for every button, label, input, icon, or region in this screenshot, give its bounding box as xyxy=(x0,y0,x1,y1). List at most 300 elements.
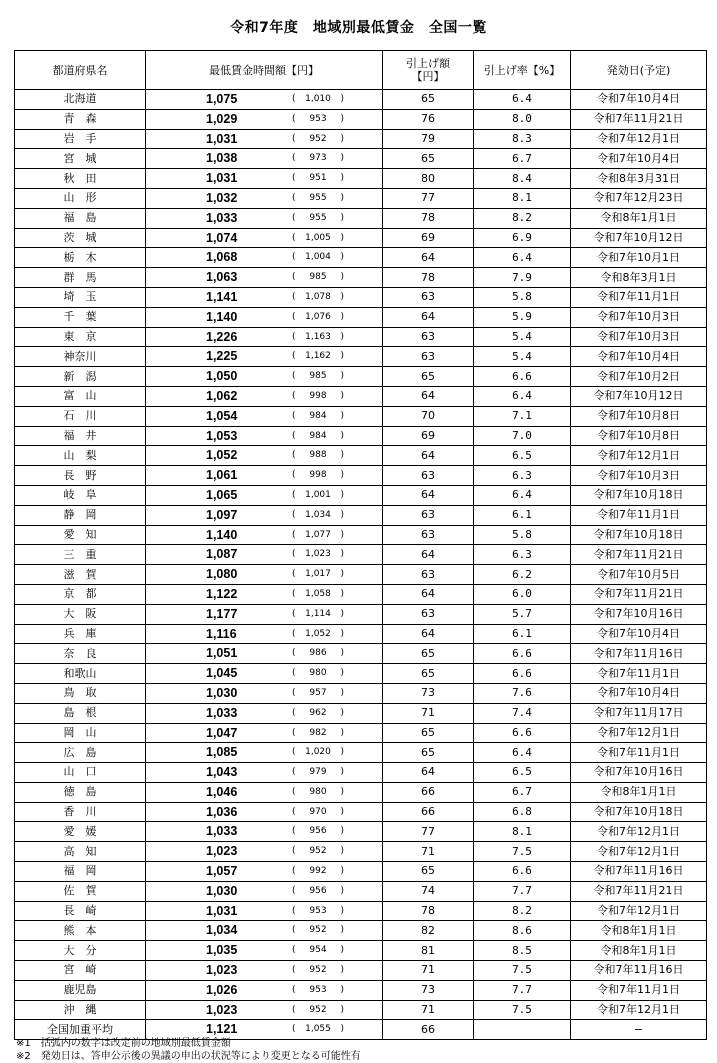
previous-wage: ( 1,078 ) xyxy=(292,288,344,306)
minimum-wage-table xyxy=(14,50,707,1040)
prefecture-cell: 山 梨 xyxy=(15,446,146,466)
increase-cell: 63 xyxy=(383,525,474,545)
table-row xyxy=(15,723,707,743)
increase-cell: 82 xyxy=(383,921,474,941)
page-title: 令和7年度 地域別最低賃金 全国一覧 xyxy=(230,20,487,36)
prefecture-cell: 静 岡 xyxy=(15,505,146,525)
rate-cell: 8.1 xyxy=(474,822,571,842)
effective-date-cell: 令和7年10月16日 xyxy=(571,763,707,783)
prefecture-cell: 神奈川 xyxy=(15,347,146,367)
wage-cell xyxy=(146,129,383,149)
wage-cell xyxy=(146,327,383,347)
rate-cell: 6.6 xyxy=(474,664,571,684)
prefecture-cell: 滋 賀 xyxy=(15,565,146,585)
increase-cell: 78 xyxy=(383,901,474,921)
prefecture-cell: 三 重 xyxy=(15,545,146,565)
effective-date-cell: 令和7年10月3日 xyxy=(571,466,707,486)
table-row xyxy=(15,327,707,347)
prefecture-cell: 岡 山 xyxy=(15,723,146,743)
increase-cell: 76 xyxy=(383,109,474,129)
table-row xyxy=(15,386,707,406)
increase-cell: 71 xyxy=(383,703,474,723)
effective-date-cell: 令和7年12月1日 xyxy=(571,822,707,842)
prefecture-cell: 佐 賀 xyxy=(15,881,146,901)
wage-cell xyxy=(146,763,383,783)
wage-cell xyxy=(146,881,383,901)
current-wage: 1,031 xyxy=(206,131,238,146)
effective-date-cell: 令和7年11月21日 xyxy=(571,109,707,129)
prefecture-cell: 宮 崎 xyxy=(15,961,146,981)
table-row xyxy=(15,862,707,882)
effective-date-cell: 令和7年11月16日 xyxy=(571,862,707,882)
wage-cell xyxy=(146,961,383,981)
previous-wage: ( 1,163 ) xyxy=(292,328,344,346)
table-row xyxy=(15,367,707,387)
effective-date-cell: 令和7年10月4日 xyxy=(571,624,707,644)
effective-date-cell: − xyxy=(571,1020,707,1040)
current-wage: 1,023 xyxy=(206,844,238,859)
table-row xyxy=(15,129,707,149)
previous-wage: ( 998 ) xyxy=(292,387,344,405)
current-wage: 1,085 xyxy=(206,745,238,760)
current-wage: 1,063 xyxy=(206,270,238,285)
increase-cell: 64 xyxy=(383,584,474,604)
header-rate: 引上げ率【%】 xyxy=(474,51,571,90)
previous-wage: ( 1,058 ) xyxy=(292,585,344,603)
table-row xyxy=(15,881,707,901)
effective-date-cell: 令和7年12月23日 xyxy=(571,188,707,208)
increase-cell: 78 xyxy=(383,268,474,288)
rate-cell: 7.6 xyxy=(474,683,571,703)
previous-wage: ( 988 ) xyxy=(292,446,344,464)
increase-cell: 70 xyxy=(383,406,474,426)
increase-cell: 65 xyxy=(383,644,474,664)
wage-cell xyxy=(146,782,383,802)
current-wage: 1,116 xyxy=(206,626,237,641)
increase-cell: 65 xyxy=(383,743,474,763)
previous-wage: ( 998 ) xyxy=(292,466,344,484)
table-row xyxy=(15,228,707,248)
effective-date-cell: 令和7年12月1日 xyxy=(571,1000,707,1020)
increase-cell: 78 xyxy=(383,208,474,228)
wage-cell xyxy=(146,248,383,268)
increase-cell: 63 xyxy=(383,565,474,585)
header-min-wage: 最低賃金時間額【円】 xyxy=(146,51,383,90)
current-wage: 1,121 xyxy=(206,1022,238,1037)
current-wage: 1,062 xyxy=(206,388,238,403)
table-header-row xyxy=(15,51,707,90)
increase-cell: 74 xyxy=(383,881,474,901)
effective-date-cell: 令和7年10月8日 xyxy=(571,406,707,426)
wage-cell xyxy=(146,624,383,644)
table-row xyxy=(15,446,707,466)
current-wage: 1,074 xyxy=(206,230,238,245)
wage-cell xyxy=(146,268,383,288)
prefecture-cell: 奈 良 xyxy=(15,644,146,664)
table-row xyxy=(15,268,707,288)
table-row xyxy=(15,683,707,703)
previous-wage: ( 982 ) xyxy=(292,724,344,742)
effective-date-cell: 令和8年1月1日 xyxy=(571,941,707,961)
rate-cell: 6.4 xyxy=(474,386,571,406)
previous-wage: ( 985 ) xyxy=(292,268,344,286)
previous-wage: ( 1,001 ) xyxy=(292,486,344,504)
prefecture-cell: 茨 城 xyxy=(15,228,146,248)
effective-date-cell: 令和7年10月12日 xyxy=(571,386,707,406)
header-effective-date: 発効日(予定) xyxy=(571,51,707,90)
effective-date-cell: 令和8年1月1日 xyxy=(571,208,707,228)
current-wage: 1,087 xyxy=(206,547,238,562)
wage-cell xyxy=(146,287,383,307)
table-row xyxy=(15,842,707,862)
current-wage: 1,038 xyxy=(206,151,238,166)
current-wage: 1,051 xyxy=(206,646,238,661)
current-wage: 1,035 xyxy=(206,943,238,958)
table-row xyxy=(15,505,707,525)
prefecture-cell: 大 分 xyxy=(15,941,146,961)
current-wage: 1,140 xyxy=(206,527,238,542)
current-wage: 1,023 xyxy=(206,963,238,978)
effective-date-cell: 令和7年10月4日 xyxy=(571,90,707,110)
current-wage: 1,030 xyxy=(206,883,238,898)
table-row xyxy=(15,921,707,941)
previous-wage: ( 992 ) xyxy=(292,862,344,880)
increase-cell: 71 xyxy=(383,842,474,862)
wage-cell xyxy=(146,386,383,406)
effective-date-cell: 令和7年12月1日 xyxy=(571,901,707,921)
prefecture-cell: 兵 庫 xyxy=(15,624,146,644)
current-wage: 1,053 xyxy=(206,428,238,443)
table-row xyxy=(15,248,707,268)
previous-wage: ( 953 ) xyxy=(292,981,344,999)
rate-cell: 5.7 xyxy=(474,604,571,624)
effective-date-cell: 令和7年12月1日 xyxy=(571,842,707,862)
current-wage: 1,065 xyxy=(206,487,238,502)
rate-cell: 6.4 xyxy=(474,485,571,505)
previous-wage: ( 1,162 ) xyxy=(292,347,344,365)
increase-cell: 66 xyxy=(383,1020,474,1040)
effective-date-cell: 令和7年10月18日 xyxy=(571,802,707,822)
table-row xyxy=(15,347,707,367)
prefecture-cell: 愛 媛 xyxy=(15,822,146,842)
rate-cell: 5.4 xyxy=(474,347,571,367)
previous-wage: ( 1,034 ) xyxy=(292,506,344,524)
increase-cell: 65 xyxy=(383,664,474,684)
rate-cell: 6.5 xyxy=(474,763,571,783)
rate-cell: 6.6 xyxy=(474,367,571,387)
current-wage: 1,052 xyxy=(206,448,238,463)
previous-wage: ( 980 ) xyxy=(292,664,344,682)
rate-cell: 7.7 xyxy=(474,881,571,901)
effective-date-cell: 令和7年12月1日 xyxy=(571,723,707,743)
wage-cell xyxy=(146,723,383,743)
effective-date-cell: 令和7年11月16日 xyxy=(571,644,707,664)
prefecture-cell: 宮 城 xyxy=(15,149,146,169)
prefecture-cell: 徳 島 xyxy=(15,782,146,802)
table-row xyxy=(15,307,707,327)
effective-date-cell: 令和7年10月1日 xyxy=(571,248,707,268)
rate-cell: 8.5 xyxy=(474,941,571,961)
wage-cell xyxy=(146,703,383,723)
previous-wage: ( 973 ) xyxy=(292,149,344,167)
increase-cell: 64 xyxy=(383,307,474,327)
rate-cell: 6.1 xyxy=(474,624,571,644)
previous-wage: ( 953 ) xyxy=(292,902,344,920)
prefecture-cell: 千 葉 xyxy=(15,307,146,327)
prefecture-cell: 高 知 xyxy=(15,842,146,862)
current-wage: 1,026 xyxy=(206,982,238,997)
current-wage: 1,140 xyxy=(206,309,238,324)
effective-date-cell: 令和7年11月1日 xyxy=(571,980,707,1000)
increase-cell: 63 xyxy=(383,327,474,347)
previous-wage: ( 953 ) xyxy=(292,110,344,128)
prefecture-cell: 大 阪 xyxy=(15,604,146,624)
rate-cell: 6.8 xyxy=(474,802,571,822)
previous-wage: ( 954 ) xyxy=(292,941,344,959)
header-increase-line2: 【円】 xyxy=(411,70,445,83)
effective-date-cell: 令和7年11月1日 xyxy=(571,664,707,684)
previous-wage: ( 952 ) xyxy=(292,842,344,860)
prefecture-cell: 岩 手 xyxy=(15,129,146,149)
increase-cell: 66 xyxy=(383,782,474,802)
rate-cell: 7.9 xyxy=(474,268,571,288)
table-row xyxy=(15,1000,707,1020)
table-row xyxy=(15,822,707,842)
table-row xyxy=(15,149,707,169)
rate-cell: 7.5 xyxy=(474,961,571,981)
prefecture-cell: 山 形 xyxy=(15,188,146,208)
prefecture-cell: 北海道 xyxy=(15,90,146,110)
current-wage: 1,054 xyxy=(206,408,238,423)
current-wage: 1,097 xyxy=(206,507,238,522)
table-row xyxy=(15,703,707,723)
previous-wage: ( 952 ) xyxy=(292,1001,344,1019)
wage-cell xyxy=(146,347,383,367)
previous-wage: ( 1,076 ) xyxy=(292,308,344,326)
current-wage: 1,043 xyxy=(206,765,238,780)
current-wage: 1,080 xyxy=(206,567,238,582)
increase-cell: 65 xyxy=(383,367,474,387)
wage-cell xyxy=(146,367,383,387)
wage-cell xyxy=(146,426,383,446)
effective-date-cell: 令和7年11月1日 xyxy=(571,505,707,525)
increase-cell: 64 xyxy=(383,763,474,783)
current-wage: 1,031 xyxy=(206,171,238,186)
prefecture-cell: 沖 縄 xyxy=(15,1000,146,1020)
prefecture-cell: 岐 阜 xyxy=(15,485,146,505)
table-body xyxy=(15,90,707,1040)
rate-cell: 5.8 xyxy=(474,525,571,545)
effective-date-cell: 令和7年12月1日 xyxy=(571,446,707,466)
increase-cell: 64 xyxy=(383,446,474,466)
increase-cell: 64 xyxy=(383,386,474,406)
wage-cell xyxy=(146,208,383,228)
rate-cell: 8.1 xyxy=(474,188,571,208)
rate-cell: 6.4 xyxy=(474,248,571,268)
rate-cell: 6.5 xyxy=(474,446,571,466)
effective-date-cell: 令和7年10月16日 xyxy=(571,604,707,624)
table-row xyxy=(15,604,707,624)
increase-cell: 79 xyxy=(383,129,474,149)
previous-wage: ( 1,004 ) xyxy=(292,248,344,266)
current-wage: 1,033 xyxy=(206,705,238,720)
wage-cell xyxy=(146,228,383,248)
rate-cell: 5.4 xyxy=(474,327,571,347)
table-row xyxy=(15,208,707,228)
wage-cell xyxy=(146,980,383,1000)
prefecture-cell: 群 馬 xyxy=(15,268,146,288)
table-row xyxy=(15,565,707,585)
current-wage: 1,225 xyxy=(206,349,238,364)
rate-cell: 7.0 xyxy=(474,426,571,446)
increase-cell: 69 xyxy=(383,426,474,446)
increase-cell: 71 xyxy=(383,1000,474,1020)
previous-wage: ( 970 ) xyxy=(292,803,344,821)
increase-cell: 66 xyxy=(383,802,474,822)
current-wage: 1,045 xyxy=(206,666,238,681)
previous-wage: ( 1,005 ) xyxy=(292,229,344,247)
table-row xyxy=(15,584,707,604)
increase-cell: 73 xyxy=(383,683,474,703)
effective-date-cell: 令和7年11月1日 xyxy=(571,287,707,307)
wage-cell xyxy=(146,169,383,189)
wage-cell xyxy=(146,188,383,208)
previous-wage: ( 1,055 ) xyxy=(292,1020,344,1038)
current-wage: 1,023 xyxy=(206,1002,238,1017)
effective-date-cell: 令和7年10月5日 xyxy=(571,565,707,585)
wage-cell xyxy=(146,664,383,684)
table-row xyxy=(15,763,707,783)
effective-date-cell: 令和7年11月21日 xyxy=(571,881,707,901)
prefecture-cell: 愛 知 xyxy=(15,525,146,545)
prefecture-cell: 埼 玉 xyxy=(15,287,146,307)
increase-cell: 63 xyxy=(383,347,474,367)
previous-wage: ( 951 ) xyxy=(292,169,344,187)
prefecture-cell: 島 根 xyxy=(15,703,146,723)
increase-cell: 80 xyxy=(383,169,474,189)
rate-cell: 6.7 xyxy=(474,782,571,802)
current-wage: 1,030 xyxy=(206,685,238,700)
effective-date-cell: 令和7年11月16日 xyxy=(571,961,707,981)
increase-cell: 63 xyxy=(383,287,474,307)
rate-cell: 8.2 xyxy=(474,901,571,921)
prefecture-cell: 山 口 xyxy=(15,763,146,783)
table-row xyxy=(15,169,707,189)
rate-cell: 6.3 xyxy=(474,466,571,486)
previous-wage: ( 952 ) xyxy=(292,961,344,979)
rate-cell: 6.6 xyxy=(474,862,571,882)
wage-cell xyxy=(146,842,383,862)
rate-cell: 6.0 xyxy=(474,584,571,604)
effective-date-cell: 令和7年10月18日 xyxy=(571,485,707,505)
effective-date-cell: 令和7年10月4日 xyxy=(571,683,707,703)
previous-wage: ( 1,020 ) xyxy=(292,743,344,761)
current-wage: 1,141 xyxy=(206,289,238,304)
rate-cell: 6.7 xyxy=(474,149,571,169)
effective-date-cell: 令和7年10月8日 xyxy=(571,426,707,446)
effective-date-cell: 令和7年10月2日 xyxy=(571,367,707,387)
table-row xyxy=(15,90,707,110)
current-wage: 1,068 xyxy=(206,250,238,265)
table-row xyxy=(15,901,707,921)
rate-cell: 5.8 xyxy=(474,287,571,307)
footnotes xyxy=(16,1037,361,1063)
increase-cell: 65 xyxy=(383,862,474,882)
wage-cell xyxy=(146,545,383,565)
effective-date-cell: 令和7年10月18日 xyxy=(571,525,707,545)
table-row xyxy=(15,624,707,644)
wage-cell xyxy=(146,406,383,426)
effective-date-cell: 令和8年3月1日 xyxy=(571,268,707,288)
prefecture-cell: 広 島 xyxy=(15,743,146,763)
previous-wage: ( 980 ) xyxy=(292,783,344,801)
prefecture-cell: 鹿児島 xyxy=(15,980,146,1000)
effective-date-cell: 令和7年10月4日 xyxy=(571,149,707,169)
prefecture-cell: 福 島 xyxy=(15,208,146,228)
effective-date-cell: 令和8年1月1日 xyxy=(571,921,707,941)
rate-cell: 5.9 xyxy=(474,307,571,327)
prefecture-cell: 全国加重平均 xyxy=(15,1020,146,1040)
wage-cell xyxy=(146,565,383,585)
previous-wage: ( 985 ) xyxy=(292,367,344,385)
wage-cell xyxy=(146,505,383,525)
increase-cell: 63 xyxy=(383,604,474,624)
effective-date-cell: 令和8年3月31日 xyxy=(571,169,707,189)
wage-cell xyxy=(146,1000,383,1020)
previous-wage: ( 1,077 ) xyxy=(292,526,344,544)
effective-date-cell: 令和7年11月1日 xyxy=(571,743,707,763)
rate-cell xyxy=(474,1020,571,1040)
effective-date-cell: 令和7年12月1日 xyxy=(571,129,707,149)
rate-cell: 8.6 xyxy=(474,921,571,941)
current-wage: 1,033 xyxy=(206,210,238,225)
effective-date-cell: 令和7年11月21日 xyxy=(571,545,707,565)
wage-cell xyxy=(146,683,383,703)
wage-cell xyxy=(146,446,383,466)
increase-cell: 64 xyxy=(383,545,474,565)
prefecture-cell: 富 山 xyxy=(15,386,146,406)
previous-wage: ( 984 ) xyxy=(292,407,344,425)
previous-wage: ( 952 ) xyxy=(292,130,344,148)
wage-cell xyxy=(146,525,383,545)
increase-cell: 64 xyxy=(383,485,474,505)
effective-date-cell: 令和7年11月21日 xyxy=(571,584,707,604)
table-row xyxy=(15,941,707,961)
rate-cell: 6.6 xyxy=(474,723,571,743)
wage-cell xyxy=(146,109,383,129)
previous-wage: ( 1,010 ) xyxy=(292,90,344,108)
previous-wage: ( 1,052 ) xyxy=(292,625,344,643)
rate-cell: 8.0 xyxy=(474,109,571,129)
wage-cell xyxy=(146,466,383,486)
rate-cell: 6.3 xyxy=(474,545,571,565)
increase-cell: 81 xyxy=(383,941,474,961)
prefecture-cell: 青 森 xyxy=(15,109,146,129)
previous-wage: ( 1,017 ) xyxy=(292,565,344,583)
prefecture-cell: 新 潟 xyxy=(15,367,146,387)
rate-cell: 7.5 xyxy=(474,842,571,862)
previous-wage: ( 984 ) xyxy=(292,427,344,445)
current-wage: 1,177 xyxy=(206,606,238,621)
increase-cell: 73 xyxy=(383,980,474,1000)
wage-cell xyxy=(146,149,383,169)
current-wage: 1,031 xyxy=(206,903,238,918)
footnote-1: ※1 括弧内の数字は改定前の地域別最低賃金額 xyxy=(16,1038,231,1049)
rate-cell: 7.4 xyxy=(474,703,571,723)
rate-cell: 6.6 xyxy=(474,644,571,664)
header-increase-line1: 引上げ額 xyxy=(406,57,450,70)
effective-date-cell: 令和8年1月1日 xyxy=(571,782,707,802)
